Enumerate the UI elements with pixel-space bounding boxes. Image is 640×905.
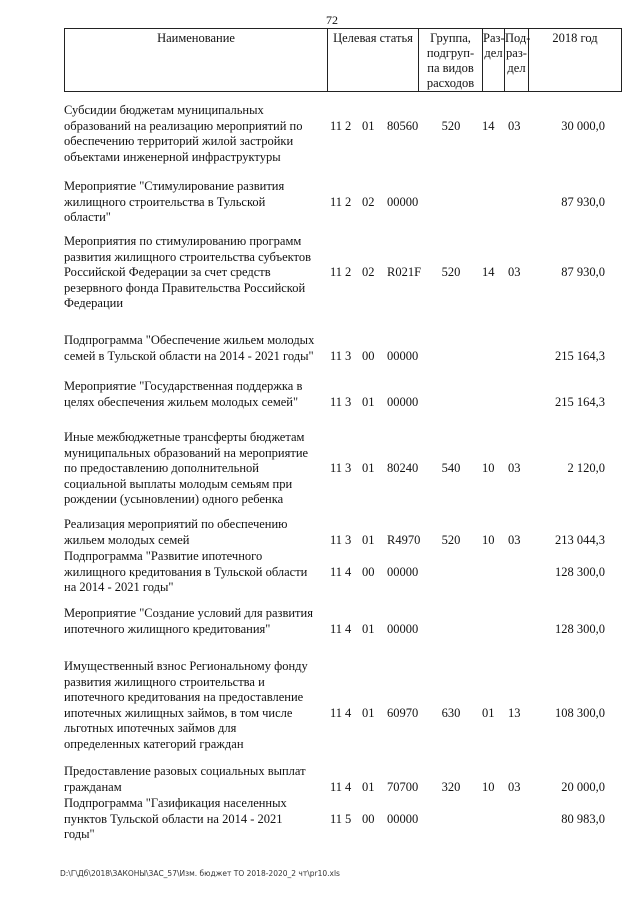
amount-2018: 80 983,0 bbox=[561, 811, 605, 826]
code-subprogram: 4 bbox=[345, 621, 352, 636]
code-activity: 02 bbox=[362, 194, 375, 209]
table-row bbox=[0, 234, 640, 312]
table-row bbox=[0, 333, 640, 364]
podrazdel-code: 03 bbox=[508, 265, 521, 279]
expense-group: 320 bbox=[441, 779, 461, 794]
row-name-line: гражданам bbox=[64, 779, 122, 794]
code-activity: 01 bbox=[362, 461, 375, 475]
code-subprogram: 2 bbox=[345, 265, 352, 279]
row-name-line: Мероприятие "Создание условий для развития bbox=[64, 606, 313, 620]
row-name-line: объектами инженерной инфраструктуры bbox=[64, 149, 281, 164]
code-direction: 00000 bbox=[387, 194, 419, 209]
code-direction: 70700 bbox=[387, 779, 419, 794]
row-name-line: ипотечных жилищных займов, в том числе bbox=[64, 705, 293, 720]
expense-group: 520 bbox=[441, 265, 461, 279]
row-name-line: Имущественный взнос Региональному фонду bbox=[64, 659, 308, 673]
row-name-line: целях обеспечения жильем молодых семей" bbox=[64, 394, 299, 409]
expense-group: 520 bbox=[441, 118, 461, 133]
row-name bbox=[64, 333, 326, 364]
code-subprogram: 2 bbox=[345, 118, 352, 133]
row-name-line: семей в Тульской области на 2014 - 2021 годы" bbox=[64, 348, 314, 363]
code-subprogram: 2 bbox=[345, 194, 352, 209]
row-name-line: Российской Федерации за счет средств bbox=[64, 265, 271, 279]
row-name-line: жилищного строительства в Тульской bbox=[64, 194, 266, 209]
code-subprogram: 3 bbox=[345, 348, 352, 363]
row-name-line: Иные межбюджетные трансферты бюджетам bbox=[64, 430, 305, 444]
code-direction: 80240 bbox=[387, 461, 419, 475]
table-row bbox=[0, 606, 640, 637]
row-name-line: социальной выплаты молодым семьям при bbox=[64, 476, 293, 491]
row-name-line: резервного фонда Правительства Российской bbox=[64, 280, 306, 295]
row-name-line: ипотечного жилищного кредитования" bbox=[64, 621, 271, 636]
row-name bbox=[64, 606, 326, 637]
podrazdel-code: 13 bbox=[508, 705, 521, 720]
file-path-footer: D:\Г\Дб\2018\ЗАКОНЫ\ЗАС_57\Изм. бюджет ТО 2018-2020_2 чт\pr10.xls bbox=[60, 869, 340, 878]
row-name-line: Мероприятие "Государственная поддержка в bbox=[64, 379, 303, 393]
row-name-line: Реализация мероприятий по обеспечению bbox=[64, 517, 288, 531]
row-name-line: льготных ипотечных займов для bbox=[64, 721, 237, 735]
code-program: 11 bbox=[330, 265, 343, 279]
code-program: 11 bbox=[330, 779, 343, 794]
header-target-article: Целевая статья bbox=[328, 29, 419, 91]
code-subprogram: 4 bbox=[345, 779, 352, 794]
expense-group: 540 bbox=[441, 461, 461, 475]
amount-2018: 215 164,3 bbox=[555, 394, 605, 409]
code-direction: R021F bbox=[387, 265, 422, 279]
row-name bbox=[64, 796, 326, 843]
code-program: 11 bbox=[330, 811, 343, 826]
code-activity: 00 bbox=[362, 564, 375, 579]
header-name: Наименование bbox=[65, 29, 328, 91]
row-name-line: области" bbox=[64, 210, 111, 224]
row-name bbox=[64, 179, 326, 226]
header-year: 2018 год bbox=[552, 31, 598, 45]
razdel-code: 01 bbox=[482, 705, 495, 720]
row-name-line: Мероприятия по стимулированию программ bbox=[64, 234, 302, 248]
code-direction: 00000 bbox=[387, 621, 419, 636]
row-name-line: определенных категорий граждан bbox=[64, 736, 244, 751]
table-row bbox=[0, 764, 640, 795]
code-activity: 00 bbox=[362, 811, 375, 826]
row-name-line: Подпрограмма "Развитие ипотечного bbox=[64, 549, 263, 563]
row-name-line: Подпрограмма "Газификация населенных bbox=[64, 796, 287, 810]
code-direction: R4970 bbox=[387, 532, 421, 547]
row-name-line: Федерации bbox=[64, 296, 124, 310]
expense-group: 630 bbox=[441, 705, 461, 720]
code-activity: 01 bbox=[362, 394, 375, 409]
code-program: 11 bbox=[330, 621, 343, 636]
table-row bbox=[0, 517, 640, 548]
row-name-line: годы" bbox=[64, 827, 95, 841]
table-row bbox=[0, 379, 640, 410]
code-direction: 80560 bbox=[387, 118, 419, 133]
code-direction: 00000 bbox=[387, 348, 419, 363]
header-podrazdel: Под- раз- дел bbox=[505, 29, 529, 91]
header-razdel: Раз- дел bbox=[483, 29, 505, 91]
code-program: 11 bbox=[330, 348, 343, 363]
row-name bbox=[64, 430, 326, 508]
code-program: 11 bbox=[330, 705, 343, 720]
row-name-line: на 2014 - 2021 годы" bbox=[64, 580, 174, 594]
row-name-line: пунктов Тульской области на 2014 - 2021 bbox=[64, 811, 283, 826]
razdel-code: 10 bbox=[482, 461, 495, 475]
code-direction: 00000 bbox=[387, 564, 419, 579]
row-name bbox=[64, 103, 326, 165]
row-name-line: Мероприятие "Стимулирование развития bbox=[64, 179, 285, 193]
amount-2018: 20 000,0 bbox=[561, 779, 605, 794]
podrazdel-code: 03 bbox=[508, 779, 521, 794]
table-row bbox=[0, 549, 640, 596]
amount-2018: 87 930,0 bbox=[561, 265, 605, 279]
code-program: 11 bbox=[330, 461, 343, 475]
row-name-line: развития жилищного строительства субъектов bbox=[64, 249, 311, 264]
razdel-code: 10 bbox=[482, 779, 495, 794]
table-row bbox=[0, 430, 640, 508]
amount-2018: 128 300,0 bbox=[555, 564, 605, 579]
podrazdel-code: 03 bbox=[508, 461, 521, 475]
amount-2018: 215 164,3 bbox=[555, 348, 605, 363]
code-program: 11 bbox=[330, 394, 343, 409]
code-activity: 01 bbox=[362, 118, 375, 133]
code-activity: 00 bbox=[362, 348, 375, 363]
row-name-line: жилищного кредитования в Тульской области bbox=[64, 564, 308, 579]
code-subprogram: 4 bbox=[345, 564, 352, 579]
table-row bbox=[0, 796, 640, 843]
code-program: 11 bbox=[330, 564, 343, 579]
row-name-line: муниципальных образований на мероприятие bbox=[64, 445, 309, 460]
code-direction: 00000 bbox=[387, 811, 419, 826]
row-name bbox=[64, 659, 326, 752]
row-name bbox=[64, 549, 326, 596]
amount-2018: 108 300,0 bbox=[555, 705, 605, 720]
razdel-code: 14 bbox=[482, 118, 495, 133]
table-header bbox=[64, 28, 622, 92]
page-number: 72 bbox=[326, 13, 338, 27]
code-subprogram: 3 bbox=[345, 394, 352, 409]
code-direction: 60970 bbox=[387, 705, 419, 720]
row-name-line: Субсидии бюджетам муниципальных bbox=[64, 103, 264, 117]
row-name-line: развития жилищного строительства и bbox=[64, 674, 265, 689]
row-name-line: Предоставление разовых социальных выплат bbox=[64, 764, 306, 778]
code-activity: 01 bbox=[362, 705, 375, 720]
amount-2018: 213 044,3 bbox=[555, 532, 605, 547]
table-row bbox=[0, 659, 640, 752]
amount-2018: 128 300,0 bbox=[555, 621, 605, 636]
code-subprogram: 4 bbox=[345, 705, 352, 720]
code-subprogram: 3 bbox=[345, 461, 352, 475]
expense-group: 520 bbox=[441, 532, 461, 547]
amount-2018: 2 120,0 bbox=[567, 461, 605, 475]
row-name-line: Подпрограмма "Обеспечение жильем молодых bbox=[64, 333, 315, 347]
row-name bbox=[64, 517, 326, 548]
amount-2018: 87 930,0 bbox=[561, 194, 605, 209]
razdel-code: 10 bbox=[482, 532, 495, 547]
table-row bbox=[0, 179, 640, 226]
code-activity: 01 bbox=[362, 532, 375, 547]
razdel-code: 14 bbox=[482, 265, 495, 279]
table-row bbox=[0, 103, 640, 165]
row-name bbox=[64, 764, 326, 795]
row-name-line: рождении (усыновлении) одного ребенка bbox=[64, 492, 284, 506]
podrazdel-code: 03 bbox=[508, 118, 521, 133]
code-subprogram: 5 bbox=[345, 811, 352, 826]
code-activity: 02 bbox=[362, 265, 375, 279]
row-name-line: по предоставлению дополнительной bbox=[64, 461, 259, 475]
row-name bbox=[64, 379, 326, 410]
code-program: 11 bbox=[330, 194, 343, 209]
code-program: 11 bbox=[330, 532, 343, 547]
code-activity: 01 bbox=[362, 621, 375, 636]
row-name bbox=[64, 234, 326, 312]
row-name-line: жильем молодых семей bbox=[64, 532, 190, 547]
amount-2018: 30 000,0 bbox=[561, 118, 605, 133]
code-program: 11 bbox=[330, 118, 343, 133]
row-name-line: обеспечению территорий жилой застройки bbox=[64, 134, 294, 148]
code-direction: 00000 bbox=[387, 394, 419, 409]
row-name-line: ипотечного кредитования на предоставление bbox=[64, 690, 304, 704]
code-activity: 01 bbox=[362, 779, 375, 794]
code-subprogram: 3 bbox=[345, 532, 352, 547]
podrazdel-code: 03 bbox=[508, 532, 521, 547]
row-name-line: образований на реализацию мероприятий по bbox=[64, 118, 303, 133]
header-expense-group: Группа, подгруп- па видов расходов bbox=[419, 29, 483, 91]
